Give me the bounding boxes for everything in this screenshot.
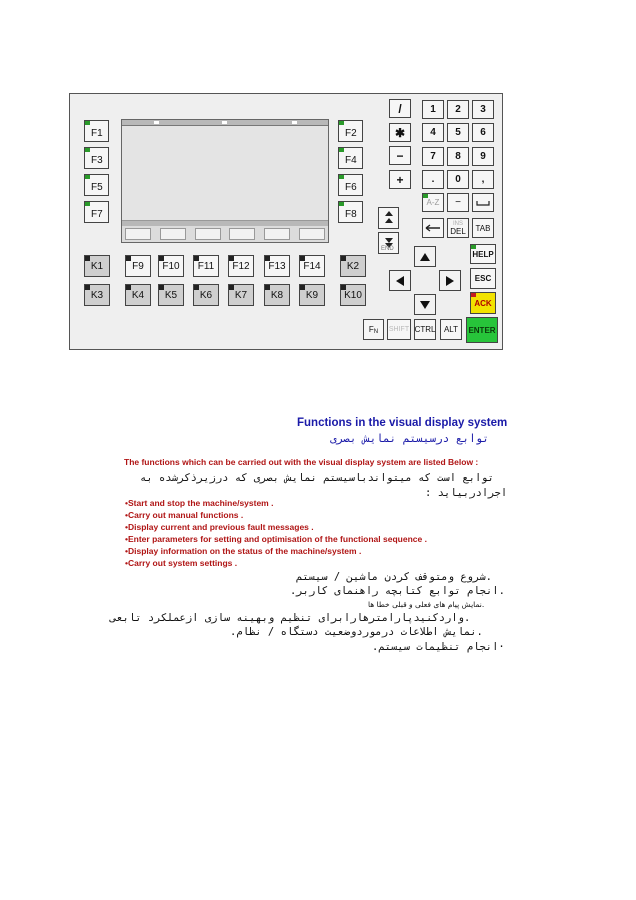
key-k8[interactable]: K8 xyxy=(264,284,290,306)
screen-status-bar xyxy=(122,221,328,226)
fn-sub-label: N xyxy=(373,328,379,335)
key-backspace[interactable] xyxy=(422,218,444,238)
key-f13[interactable]: F13 xyxy=(264,255,290,277)
bullet-en-2: • Carry out manual functions . xyxy=(125,510,243,520)
key-ack[interactable]: ACK xyxy=(470,292,496,314)
key-f3[interactable]: F3 xyxy=(84,147,109,169)
title-english: Functions in the visual display system xyxy=(297,417,508,429)
lead-persian-line-2: اجرادربیاید : xyxy=(425,487,508,499)
key-f14[interactable]: F14 xyxy=(299,255,325,277)
key-f4[interactable]: F4 xyxy=(338,147,363,169)
key-space[interactable] xyxy=(472,193,494,212)
bullet-fa-3: .نمایش پیام های فعلی و قبلی خطا ها xyxy=(368,600,485,609)
key-f1[interactable]: F1 xyxy=(84,120,109,142)
key-5[interactable]: 5 xyxy=(447,123,469,142)
key-f8[interactable]: F8 xyxy=(338,201,363,223)
key-k10[interactable]: K10 xyxy=(340,284,366,306)
space-icon xyxy=(476,199,490,207)
key-9[interactable]: 9 xyxy=(472,147,494,166)
key-divide[interactable]: / xyxy=(389,99,411,118)
key-alt[interactable]: ALT xyxy=(440,319,462,340)
key-7[interactable]: 7 xyxy=(422,147,444,166)
arrow-down-icon xyxy=(419,300,431,310)
key-minus[interactable]: − xyxy=(389,146,411,165)
ins-label: INS xyxy=(452,221,463,227)
key-tab[interactable]: TAB xyxy=(472,218,494,238)
fn-label: F xyxy=(368,325,374,334)
key-f2[interactable]: F2 xyxy=(338,120,363,142)
key-k3[interactable]: K3 xyxy=(84,284,110,306)
bullet-fa-1: .شروع ومتوقف کردن ماشین / سیستم xyxy=(296,571,492,583)
key-f5[interactable]: F5 xyxy=(84,174,109,196)
key-k5[interactable]: K5 xyxy=(158,284,184,306)
backspace-arrow-icon xyxy=(425,224,441,232)
key-comma[interactable]: , xyxy=(472,170,494,189)
bullet-en-6: • Carry out system settings . xyxy=(125,558,237,568)
home-arrows-icon xyxy=(384,210,394,226)
screen-softkey-labels xyxy=(125,228,325,240)
key-f9[interactable]: F9 xyxy=(125,255,151,277)
bullet-fa-6: ·انجام تنظیمات سیستم. xyxy=(372,641,505,653)
key-2[interactable]: 2 xyxy=(447,100,469,119)
key-dot[interactable]: . xyxy=(422,170,444,189)
key-multiply[interactable]: ✱ xyxy=(389,123,411,142)
bullet-fa-2: .انجام توابع کتابچه راهنمای کاربر. xyxy=(290,585,505,597)
bullet-en-1: • Start and stop the machine/system . xyxy=(125,498,273,508)
key-down[interactable] xyxy=(414,294,436,315)
arrow-left-icon xyxy=(395,275,405,287)
key-k4[interactable]: K4 xyxy=(125,284,151,306)
key-4[interactable]: 4 xyxy=(422,123,444,142)
bullet-en-5: • Display information on the status of the machine/system . xyxy=(125,546,361,556)
key-minus-2[interactable]: − xyxy=(447,193,469,212)
key-right[interactable] xyxy=(439,270,461,291)
key-fn[interactable] xyxy=(363,319,384,340)
key-8[interactable]: 8 xyxy=(447,147,469,166)
key-k9[interactable]: K9 xyxy=(299,284,325,306)
key-3[interactable]: 3 xyxy=(472,100,494,119)
key-6[interactable]: 6 xyxy=(472,123,494,142)
key-a-z[interactable]: A-Z xyxy=(422,193,444,212)
bullet-fa-4: .واردکنیدپارامترهارابرای تنظیم وبهینه سازی ازعملکرد تابعی xyxy=(110,612,471,624)
key-home[interactable] xyxy=(378,207,399,229)
key-up[interactable] xyxy=(414,246,436,267)
screen-work-area xyxy=(122,126,328,221)
key-f7[interactable]: F7 xyxy=(84,201,109,223)
key-f6[interactable]: F6 xyxy=(338,174,363,196)
key-f11[interactable]: F11 xyxy=(193,255,219,277)
key-del[interactable] xyxy=(447,218,469,238)
key-ctrl[interactable]: CTRL xyxy=(414,319,436,340)
key-end[interactable] xyxy=(378,232,399,254)
key-1[interactable]: 1 xyxy=(422,100,444,119)
title-persian: توابع درسیستم نمایش بصری xyxy=(330,432,489,445)
display-screen xyxy=(121,119,329,243)
bullet-en-3: • Display current and previous fault messages . xyxy=(125,522,314,532)
end-label: END xyxy=(381,246,394,252)
key-esc[interactable]: ESC xyxy=(470,268,496,289)
key-f12[interactable]: F12 xyxy=(228,255,254,277)
key-k1[interactable]: K1 xyxy=(84,255,110,277)
key-k2[interactable]: K2 xyxy=(340,255,366,277)
del-label: DEL xyxy=(450,227,466,236)
lead-persian-line-1: توابع است که میتواندباسیستم نمایش بصری که درزیرذکرشده به xyxy=(140,472,495,484)
key-0[interactable]: 0 xyxy=(447,170,469,189)
key-enter[interactable]: ENTER xyxy=(466,317,498,343)
key-left[interactable] xyxy=(389,270,411,291)
key-k7[interactable]: K7 xyxy=(228,284,254,306)
key-plus[interactable]: + xyxy=(389,170,411,189)
key-shift[interactable]: SHIFT xyxy=(387,319,411,340)
bullet-en-4: • Enter parameters for setting and optimisation of the functional sequence . xyxy=(125,534,427,544)
arrow-right-icon xyxy=(445,275,455,287)
arrow-up-icon xyxy=(419,252,431,262)
key-k6[interactable]: K6 xyxy=(193,284,219,306)
key-f10[interactable]: F10 xyxy=(158,255,184,277)
bullet-fa-5: .نمایش اطلاعات درموردوضعیت دستگاه / نظام. xyxy=(230,626,483,638)
lead-english: The functions which can be carried out with the visual display system are listed Below : xyxy=(124,457,479,467)
key-help[interactable]: HELP xyxy=(470,244,496,264)
